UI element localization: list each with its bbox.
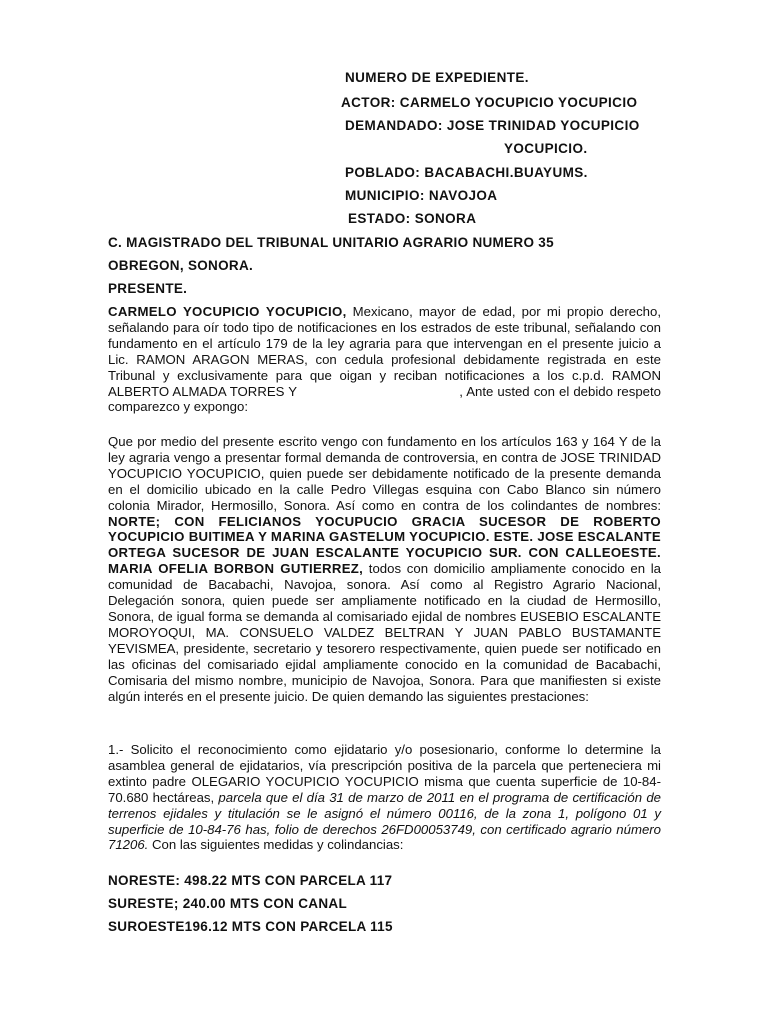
actor-line: ACTOR: CARMELO YOCUPICIO YOCUPICIO: [341, 95, 638, 110]
defendant-line-continued: YOCUPICIO.: [504, 141, 588, 156]
boundary-sureste: SURESTE; 240.00 MTS CON CANAL: [108, 896, 347, 911]
claim-text-c: Con las siguientes medidas y colindancias:: [148, 837, 404, 853]
adjoining-owners: NORTE; CON FELICIANOS YOCUPUCIO GRACIA SUCESOR DE ROBERTO YOCUPICIO BUITIMEA Y MARINA GASTELUM YOCUPICIO. ESTE. JOSE ESCALANTE ORTEGA SUCESOR DE JUAN ESCALANTE YOCUPICIO SUR. CON CALLEOESTE. MARIA OFELIA BORBON GUTIERREZ,: [108, 513, 661, 577]
boundary-noreste: NORESTE: 498.22 MTS CON PARCELA 117: [108, 873, 393, 888]
state-line: ESTADO: SONORA: [348, 211, 477, 226]
addressee-line-1: C. MAGISTRADO DEL TRIBUNAL UNITARIO AGRARIO NUMERO 35: [108, 235, 554, 250]
plaintiff-intro-end: , Ante usted con el debido respeto comparezco y expongo:: [108, 383, 661, 415]
municipality-line: MUNICIPIO: NAVOJOA: [345, 188, 498, 203]
addressee-line-2: OBREGON, SONORA.: [108, 258, 254, 273]
paragraph-plaintiff-intro: [108, 304, 661, 415]
defendant-line: DEMANDADO: JOSE TRINIDAD YOCUPICIO: [345, 118, 640, 133]
plaintiff-intro-text: Mexicano, mayor de edad, por mi propio derecho, señalando para oír todo tipo de notificaciones en los estrados de este tribunal, señalando con fundamento en el artículo 179 de la ley agraria para que intervengan en el presente juicio a Lic. RAMON ARAGON MERAS, con cedula profesional debidamente registrada en este Tribunal y exclusivamente para que oigan y reciban notificaciones a los c.p.d. RAMON ALBERTO ALMADA TORRES Y: [108, 304, 661, 399]
parcel-details: parcela que el día 31 de marzo de 2011 en el programa de certificación de terrenos ejidales y titulación se le asignó el número 00116, de la zona 1, polígono 01 y superficie de 10-84-76 has, folio de derechos 26FD00053749, con certificado agrario número 71206.: [108, 789, 661, 853]
plaintiff-name: CARMELO YOCUPICIO YOCUPICIO,: [108, 304, 347, 319]
demand-text-c: todos con domicilio ampliamente conocido en la comunidad de Bacabachi, Navojoa, sonora. Así como al Registro Agrario Nacional, Delegación sonora, quien puede ser ampliamente notificado en la ciudad de Hermosillo, Sonora, de igual forma se demanda al comisariado ejidal de nombres EUSEBIO ESCALANTE MOROYOQUI, MA. CONSUELO VALDEZ BELTRAN Y JUAN PABLO BUSTAMANTE YEVISMEA, presidente, secretario y tesorero respectivamente, quien puede ser notificado en las oficinas del comisariado ejidal ampliamente conocido en la comunidad de Bacabachi, Comisaria del mismo nombre, municipio de Navojoa, Sonora. Para que manifiesten si existe algún interés en el presente juicio. De quien demando las siguientes prestaciones:: [108, 561, 661, 704]
blank-gap: [297, 384, 459, 399]
claim-text-a: 1.- Solicito el reconocimiento como ejidatario y/o posesionario, conforme lo determine la asamblea general de ejidatarios, vía prescripción positiva de la parcela que perteneciera mi extinto padre OLEGARIO YOCUPICIO YOCUPICIO misma que cuenta superficie de 10-84-70.680 hectáreas,: [108, 742, 661, 805]
boundary-suroeste: SUROESTE196.12 MTS CON PARCELA 115: [108, 919, 393, 934]
paragraph-claim-1: [108, 742, 661, 853]
case-number-label: NUMERO DE EXPEDIENTE.: [345, 70, 529, 85]
presente-line: PRESENTE.: [108, 281, 188, 296]
demand-text-a: Que por medio del presente escrito vengo con fundamento en los artículos 163 y 164 Y de la ley agraria vengo a presentar formal demanda de controversia, en contra de JOSE TRINIDAD YOCUPICIO YOCUPICIO, quien puede ser debidamente notificado de la presente demanda en el domicilio ubicado en la calle Pedro Villegas esquina con Cabo Blanco sin número colonia Mirador, Hermosillo, Sonora. Así como en contra de los colindantes de nombres:: [108, 434, 661, 513]
paragraph-demand: [108, 434, 661, 704]
town-line: POBLADO: BACABACHI.BUAYUMS.: [345, 165, 588, 180]
